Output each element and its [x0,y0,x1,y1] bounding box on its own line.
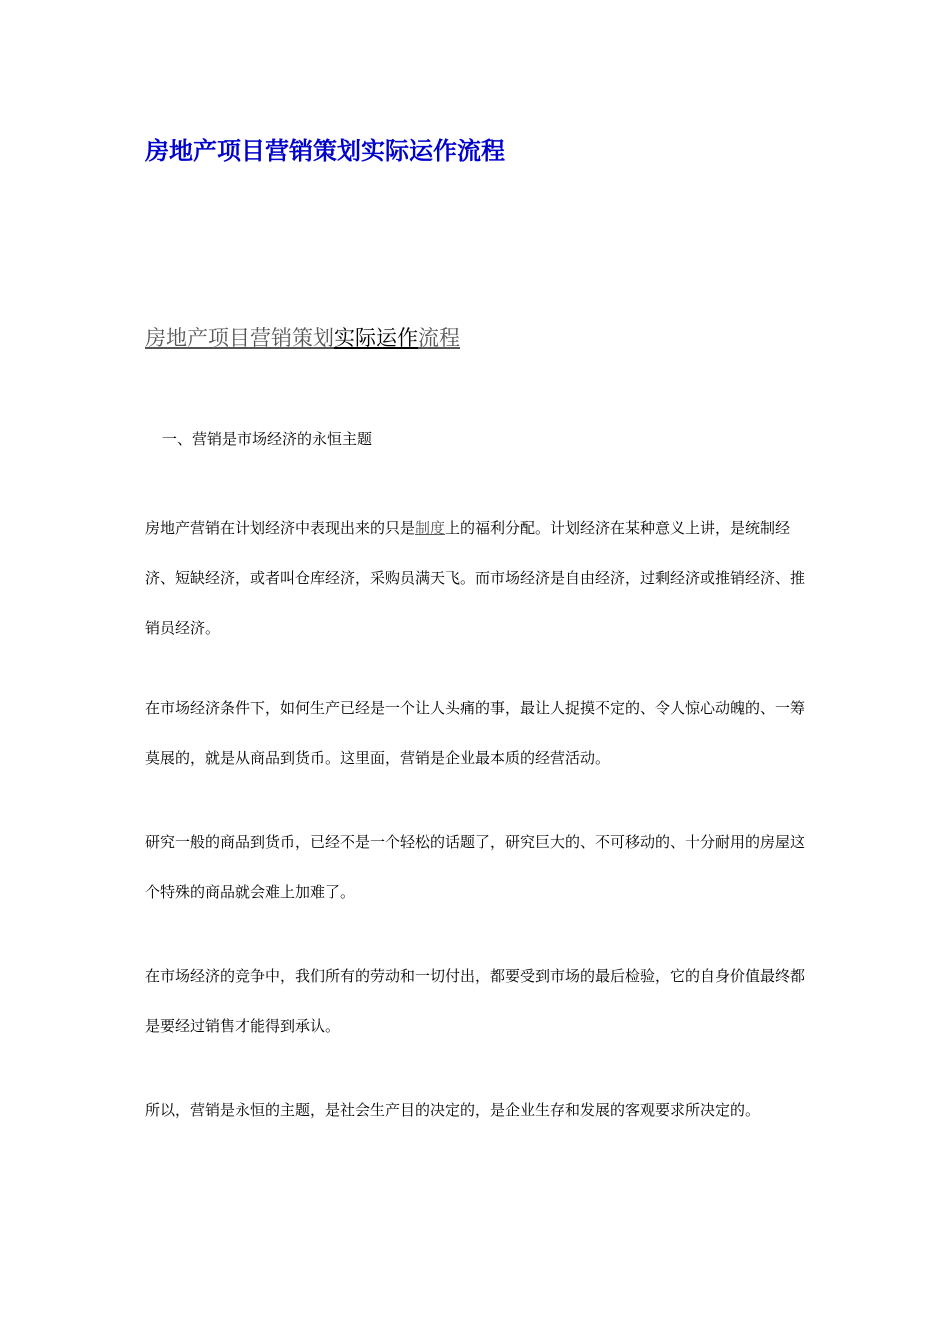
paragraph-1-before: 房地产营销在计划经济中表现出来的只是 [145,519,416,537]
document-title: 房地产项目营销策划实际运作流程 [145,137,505,165]
paragraph-3: 研究一般的商品到货币，已经不是一个轻松的话题了，研究巨大的、不可移动的、十分耐用的房屋这个特殊的商品就会难上加难了。 [145,833,806,901]
paragraph-4: 在市场经济的竞争中，我们所有的劳动和一切付出，都要受到市场的最后检验，它的自身价值最终都是要经过销售才能得到承认。 [145,967,806,1035]
zhidu-link[interactable]: 制度 [415,519,446,537]
article-title-tail-link[interactable]: 流程 [418,326,460,350]
article-title-middle[interactable]: 实际运作 [334,326,418,350]
section-heading: 一、营销是市场经济的永恒主题 [162,430,373,448]
paragraph-2: 在市场经济条件下，如何生产已经是一个让人头痛的事，最让人捉摸不定的、令人惊心动魄的、一筹莫展的，就是从商品到货币。这里面，营销是企业最本质的经营活动。 [145,699,806,767]
paragraph-1 [145,503,805,653]
article-title-link[interactable]: 房地产项目营销策划 [145,326,334,350]
paragraph-5: 所以，营销是永恒的主题，是社会生产目的决定的，是企业生存和发展的客观要求所决定的。 [145,1101,761,1119]
paragraph-1-after: 上的福利分配。计划经济在某种意义上讲，是统制经济、短缺经济，或者叫仓库经济，采购员满天飞。而市场经济是自由经济，过剩经济或推销经济、推销员经济。 [145,519,806,637]
article-title [145,322,460,354]
